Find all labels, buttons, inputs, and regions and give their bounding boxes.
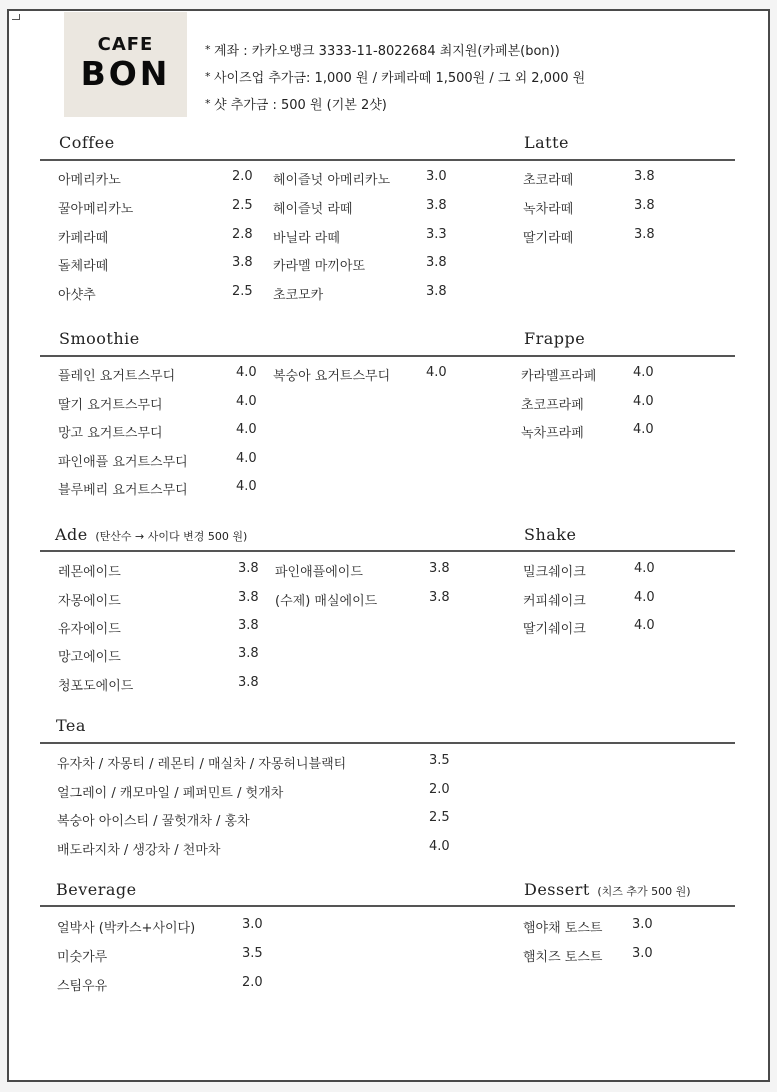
menu-item-price: 3.8: [238, 618, 259, 633]
menu-item-name: 카페라떼: [58, 231, 109, 246]
menu-item-price: 3.8: [426, 255, 447, 270]
logo-cafe-text: CAFE: [97, 33, 154, 55]
ade-title: Ade: [55, 525, 88, 544]
note-account: * 계좌 : 카카오뱅크 3333-11-8022684 최지원(카페본(bon)): [205, 37, 585, 64]
section-title-dessert: [524, 880, 691, 899]
menu-item-price: 2.8: [232, 227, 253, 242]
menu-item-price: 3.8: [238, 590, 259, 605]
dessert-title: Dessert: [524, 880, 590, 899]
menu-item-name: 바닐라 라떼: [273, 231, 340, 246]
menu-item-name: 파인애플 요거트스무디: [58, 455, 188, 470]
menu-item-price: 3.8: [634, 227, 655, 242]
dessert-note: (치즈 추가 500 원): [597, 885, 691, 898]
menu-item-name: 녹차라떼: [523, 202, 574, 217]
menu-item-name: 밀크쉐이크: [523, 565, 586, 580]
menu-item-price: 3.8: [238, 561, 259, 576]
menu-item-price: 3.8: [238, 646, 259, 661]
divider-tea: [40, 742, 735, 744]
section-title-frappe: Frappe: [524, 329, 586, 348]
menu-item-name: 복숭아 아이스티 / 꿀헛개차 / 홍차: [57, 814, 250, 829]
menu-item-price: 3.0: [242, 917, 263, 932]
menu-item-price: 4.0: [633, 365, 654, 380]
ade-note: (탄산수 → 사이다 변경 500 원): [95, 530, 248, 543]
menu-item-price: 3.8: [238, 675, 259, 690]
section-title-beverage: Beverage: [56, 880, 137, 899]
menu-item-price: 4.0: [634, 561, 655, 576]
menu-item-price: 3.8: [232, 255, 253, 270]
section-title-tea: Tea: [56, 716, 86, 735]
cafe-logo: [64, 12, 187, 117]
menu-item-name: 블루베리 요거트스무디: [58, 483, 188, 498]
menu-item-price: 2.0: [242, 975, 263, 990]
menu-item-name: 햄야채 토스트: [523, 921, 603, 936]
menu-item-price: 3.8: [429, 561, 450, 576]
menu-item-name: 플레인 요거트스무디: [58, 369, 176, 384]
menu-item-price: 3.8: [426, 284, 447, 299]
menu-item-price: 2.5: [232, 198, 253, 213]
note-shot: * 샷 추가금 : 500 원 (기본 2샷): [205, 91, 585, 118]
menu-item-price: 3.8: [429, 590, 450, 605]
menu-item-name: 카라멜프라페: [521, 369, 597, 384]
menu-item-price: 2.0: [232, 169, 253, 184]
menu-item-name: 초코라떼: [523, 173, 574, 188]
menu-item-name: 파인애플에이드: [275, 565, 363, 580]
menu-item-price: 4.0: [633, 394, 654, 409]
menu-item-price: 3.5: [429, 753, 450, 768]
menu-page: [7, 9, 770, 1082]
menu-item-name: 레몬에이드: [58, 565, 121, 580]
menu-item-price: 3.5: [242, 946, 263, 961]
menu-item-price: 3.8: [634, 198, 655, 213]
menu-item-name: 복숭아 요거트스무디: [273, 369, 391, 384]
section-title-latte: Latte: [524, 133, 569, 152]
menu-item-name: 청포도에이드: [58, 679, 134, 694]
menu-item-price: 3.8: [634, 169, 655, 184]
menu-item-name: 딸기쉐이크: [523, 622, 586, 637]
menu-item-price: 3.8: [426, 198, 447, 213]
menu-item-name: 아샷추: [58, 288, 96, 303]
divider-beverage: [40, 905, 735, 907]
menu-item-name: 망고 요거트스무디: [58, 426, 163, 441]
menu-item-name: 아메리카노: [58, 173, 121, 188]
menu-item-name: 미숫가루: [57, 950, 108, 965]
menu-item-price: 3.0: [632, 946, 653, 961]
menu-item-price: 2.0: [429, 782, 450, 797]
menu-item-price: 3.0: [426, 169, 447, 184]
menu-item-price: 3.3: [426, 227, 447, 242]
section-title-coffee: Coffee: [59, 133, 115, 152]
menu-item-price: 4.0: [633, 422, 654, 437]
menu-item-name: 꿀아메리카노: [58, 202, 134, 217]
menu-item-name: 돌체라떼: [58, 259, 109, 274]
menu-item-price: 2.5: [232, 284, 253, 299]
menu-item-name: (수제) 매실에이드: [275, 594, 378, 609]
menu-item-name: 배도라지차 / 생강차 / 천마차: [57, 843, 221, 858]
menu-item-name: 딸기라떼: [523, 231, 574, 246]
divider-coffee: [40, 159, 735, 161]
menu-item-price: 4.0: [634, 590, 655, 605]
menu-item-name: 헤이즐넛 라떼: [273, 202, 353, 217]
menu-item-name: 녹차프라페: [521, 426, 584, 441]
menu-item-name: 헤이즐넛 아메리카노: [273, 173, 391, 188]
logo-bon-text: BON: [80, 53, 171, 93]
section-title-shake: Shake: [524, 525, 577, 544]
menu-item-name: 유자차 / 자몽티 / 레몬티 / 매실차 / 자몽허니블랙티: [57, 757, 347, 772]
menu-item-price: 4.0: [236, 394, 257, 409]
menu-item-name: 딸기 요거트스무디: [58, 398, 163, 413]
menu-item-name: 초코프라페: [521, 398, 584, 413]
menu-item-price: 4.0: [429, 839, 450, 854]
note-size-up: * 사이즈업 추가금: 1,000 원 / 카페라떼 1,500원 / 그 외 2,000 원: [205, 64, 585, 91]
menu-item-price: 4.0: [426, 365, 447, 380]
menu-item-price: 4.0: [236, 451, 257, 466]
menu-item-price: 3.0: [632, 917, 653, 932]
info-notes: [205, 37, 585, 118]
menu-item-price: 4.0: [236, 422, 257, 437]
section-title-ade: [55, 525, 247, 544]
menu-item-name: 망고에이드: [58, 650, 121, 665]
menu-item-name: 스팀우유: [57, 979, 108, 994]
divider-smoothie: [40, 355, 735, 357]
menu-item-price: 4.0: [236, 479, 257, 494]
menu-item-price: 2.5: [429, 810, 450, 825]
divider-ade: [40, 550, 735, 552]
menu-item-name: 얼그레이 / 캐모마일 / 페퍼민트 / 헛개차: [57, 786, 284, 801]
menu-item-price: 4.0: [634, 618, 655, 633]
menu-item-name: 유자에이드: [58, 622, 121, 637]
section-title-smoothie: Smoothie: [59, 329, 140, 348]
menu-item-price: 4.0: [236, 365, 257, 380]
menu-item-name: 초코모카: [273, 288, 324, 303]
corner-mark: [12, 14, 20, 20]
menu-item-name: 햄치즈 토스트: [523, 950, 603, 965]
menu-item-name: 커피쉐이크: [523, 594, 586, 609]
menu-item-name: 카라멜 마끼아또: [273, 259, 366, 274]
menu-item-name: 얼박사 (박카스+사이다): [57, 921, 196, 936]
menu-item-name: 자몽에이드: [58, 594, 121, 609]
